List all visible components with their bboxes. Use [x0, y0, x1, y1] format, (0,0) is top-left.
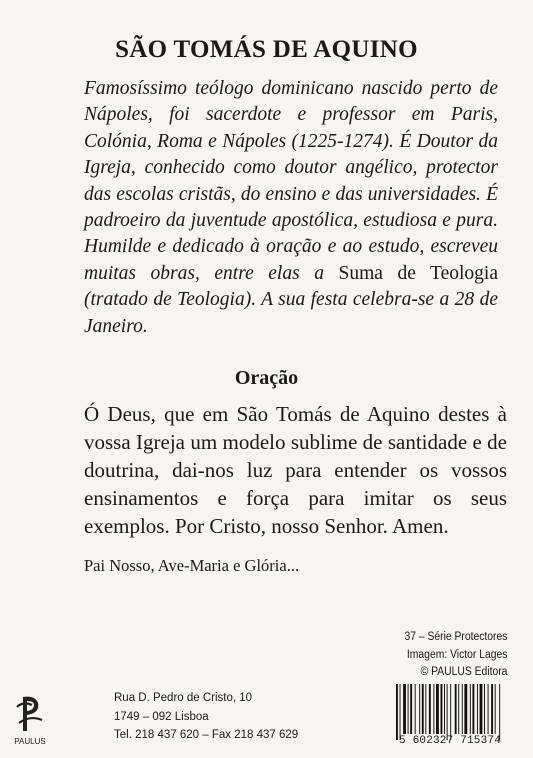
paulus-logo-icon — [14, 693, 46, 747]
biography-paragraph — [84, 76, 498, 340]
series-number: 37 – Série Protectores — [404, 631, 507, 643]
prayer-text: Ó Deus, que em São Tomás de Aquino destes à vossa Igreja um modelo sublime de santidade e de doutrina, dai-nos luz para entender os vossos ensinamentos e força para imitar os seus exemplos. Por Cristo, nosso Senhor. Amen. — [84, 402, 507, 538]
biography-text-part1: Famosíssimo teólogo dominicano nascido perto de Nápoles, foi sacerdote e professor em Paris, Colónia, Roma e Nápoles (1225-1274). É Doutor da Igreja, conhecido como doutor angélico, protector das escolas cristãs, do ensino e das universidades. É padroeiro da juventude apostólica, estudiosa e pura. Humilde e dedicado à oração e ao estudo, escreveu muitas obras, entre elas a — [84, 78, 498, 284]
biography-work-title: Suma de Teologia — [338, 262, 498, 284]
biography-text-part2: (tratado de Teologia). A sua festa celebra-se a 28 de Janeiro. — [84, 289, 498, 337]
image-credit: Imagem: Victor Lages — [406, 648, 507, 661]
address-city: 1749 – 092 Lisboa — [114, 710, 209, 723]
barcode-digits: 5 602327 715374 — [398, 735, 502, 747]
closing-prayers: Pai Nosso, Ave-Maria e Glória... — [84, 556, 300, 575]
series-credits — [404, 629, 507, 682]
copyright: © PAULUS Editora — [420, 666, 507, 678]
prayer-heading: Oração — [234, 367, 299, 389]
logo-wordmark: PAULUS — [14, 737, 46, 746]
page-title: SÃO TOMÁS DE AQUINO — [115, 36, 418, 63]
address-street: Rua D. Pedro de Cristo, 10 — [114, 692, 253, 704]
address-phone: Tel. 218 437 620 – Fax 218 437 629 — [114, 729, 299, 741]
publisher-address — [114, 689, 298, 745]
